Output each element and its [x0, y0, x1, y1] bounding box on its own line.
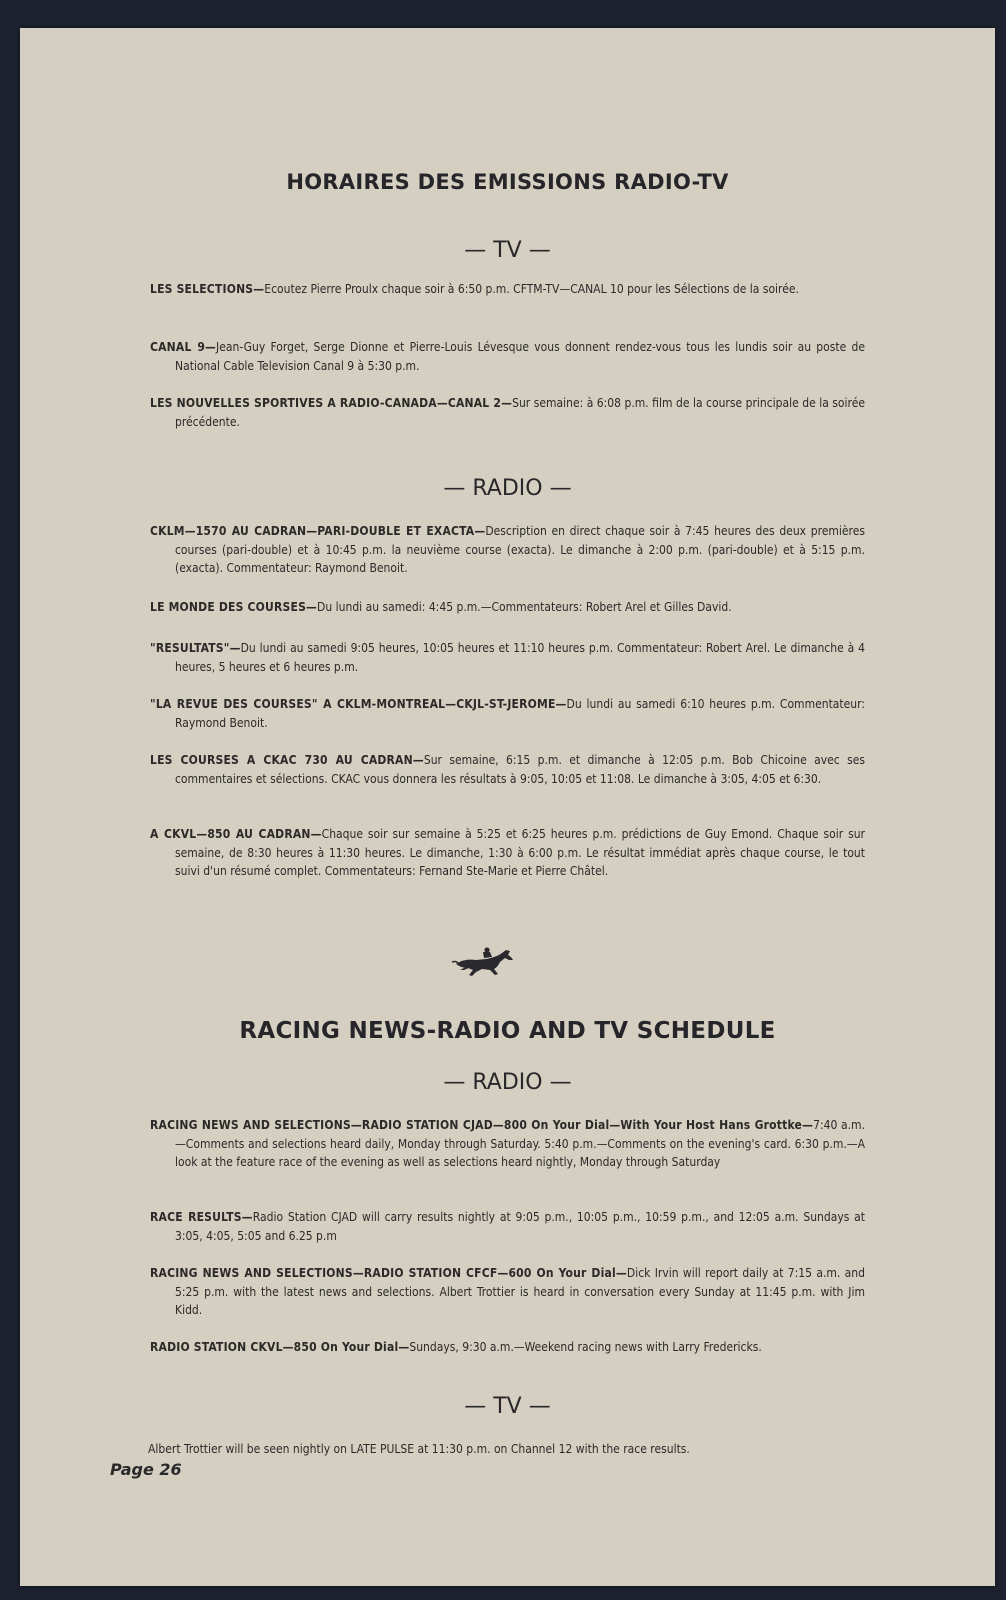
- entry-text: Radio Station CJAD will carry results nightly at 9:05 p.m., 10:05 p.m., 10:59 p.m., and 12:05 a.m. Sundays at 3:05, 4:05, 5:05 and 6.25 p.m: [175, 1210, 865, 1243]
- entry-text: Jean-Guy Forget, Serge Dionne et Pierre-Louis Lévesque vous donnent rendez-vous tous les lundis soir au poste de National Cable Television Canal 9 à 5:30 p.m.: [175, 340, 865, 373]
- french-radio-entry: [150, 598, 865, 617]
- entry-lead: RACING NEWS AND SELECTIONS—RADIO STATION CFCF—600 On Your Dial—: [150, 1266, 627, 1280]
- french-tv-entry: [150, 280, 865, 299]
- entry-text: Dick Irvin will report daily at 7:15 a.m. and 5:25 p.m. with the latest news and selections. Albert Trottier is heard in conversation every Sunday at 11:45 p.m. with Jim Kidd.: [175, 1266, 865, 1317]
- french-radio-heading: — RADIO —: [443, 476, 572, 501]
- english-radio-entry: [150, 1264, 865, 1320]
- french-radio-entry: [150, 751, 865, 788]
- french-radio-entry: [150, 639, 865, 676]
- english-tv-line: Albert Trottier will be seen nightly on LATE PULSE at 11:30 p.m. on Channel 12 with the race results.: [148, 1442, 690, 1456]
- entry-text: Du lundi au samedi 9:05 heures, 10:05 heures et 11:10 heures p.m. Commentateur: Robert Arel. Le dimanche à 4 heures, 5 heures et 6 heures p.m.: [175, 641, 865, 674]
- entry-lead: LES SELECTIONS—: [150, 282, 265, 296]
- entry-text: Sundays, 9:30 a.m.—Weekend racing news with Larry Fredericks.: [409, 1340, 762, 1354]
- entry-lead: "RESULTATS"—: [150, 641, 241, 655]
- english-tv-heading: — TV —: [464, 1394, 551, 1419]
- french-tv-entry: [150, 394, 865, 431]
- english-radio-entry: [150, 1338, 865, 1357]
- english-radio-entry: [150, 1116, 865, 1172]
- french-tv-entry: [150, 338, 865, 375]
- french-radio-entry: [150, 695, 865, 732]
- entry-lead: RACING NEWS AND SELECTIONS—RADIO STATION CJAD—800 On Your Dial—With Your Host Hans Grottke—: [150, 1118, 814, 1132]
- entry-text: Du lundi au samedi: 4:45 p.m.—Commentateurs: Robert Arel et Gilles David.: [317, 600, 732, 614]
- page-number: Page 26: [110, 1460, 182, 1479]
- entry-lead: A CKVL—850 AU CADRAN—: [150, 827, 322, 841]
- english-radio-entry: [150, 1208, 865, 1245]
- entry-lead: RADIO STATION CKVL—850 On Your Dial—: [150, 1340, 410, 1354]
- entry-lead: CANAL 9—: [150, 340, 217, 354]
- french-radio-entry: [150, 522, 865, 578]
- french-radio-entry: [150, 825, 865, 881]
- program-page: [20, 28, 995, 1586]
- entry-text: 7:40 a.m.—Comments and selections heard daily, Monday through Saturday. 5:40 p.m.—Comments on the evening's card. 6:30 p.m.—A look at the feature race of the evening as well as selections heard nightly, Monday through Saturday: [175, 1118, 866, 1169]
- french-tv-heading: — TV —: [464, 238, 551, 263]
- entry-text: Description en direct chaque soir à 7:45 heures des deux premières courses (pari-double) et à 10:45 p.m. la neuvième course (exacta). Le dimanche à 2:00 p.m. (pari-double) et à 5:15 p.m. (exacta). Commentateur: Raymond Benoit.: [175, 524, 865, 575]
- entry-lead: LE MONDE DES COURSES—: [150, 600, 318, 614]
- entry-lead: RACE RESULTS—: [150, 1210, 253, 1224]
- english-title: RACING NEWS-RADIO AND TV SCHEDULE: [239, 1018, 776, 1044]
- entry-text: Sur semaine: à 6:08 p.m. film de la course principale de la soirée précédente.: [175, 396, 865, 429]
- english-radio-heading: — RADIO —: [443, 1070, 572, 1095]
- entry-text: Chaque soir sur semaine à 5:25 et 6:25 heures p.m. prédictions de Guy Emond. Chaque soir sur semaine, de 8:30 heures à 11:30 heures. Le dimanche, 1:30 à 6:00 p.m. Le résultat immédiat après chaque course, le tout suivi d'un résumé complet. Commentateurs: Fernand Ste-Marie et Pierre Châtel.: [175, 827, 865, 878]
- entry-text: Du lundi au samedi 6:10 heures p.m. Commentateur: Raymond Benoit.: [175, 697, 866, 730]
- entry-lead: CKLM—1570 AU CADRAN—PARI-DOUBLE ET EXACTA—: [150, 524, 486, 538]
- entry-lead: "LA REVUE DES COURSES" A CKLM-MONTREAL—CKJL-ST-JEROME—: [150, 697, 567, 711]
- entry-text: Sur semaine, 6:15 p.m. et dimanche à 12:05 p.m. Bob Chicoine avec ses commentaires et sélections. CKAC vous donnera les résultats à 9:05, 10:05 et 11:08. Le dimanche à 3:05, 4:05 et 6:30.: [175, 753, 865, 786]
- entry-lead: LES COURSES A CKAC 730 AU CADRAN—: [150, 753, 424, 767]
- french-title: HORAIRES DES EMISSIONS RADIO-TV: [286, 170, 729, 194]
- entry-lead: LES NOUVELLES SPORTIVES A RADIO-CANADA—CANAL 2—: [150, 396, 513, 410]
- horse-and-jockey-icon: [450, 942, 518, 978]
- entry-text: Ecoutez Pierre Proulx chaque soir à 6:50 p.m. CFTM-TV—CANAL 10 pour les Sélections de la soirée.: [264, 282, 799, 296]
